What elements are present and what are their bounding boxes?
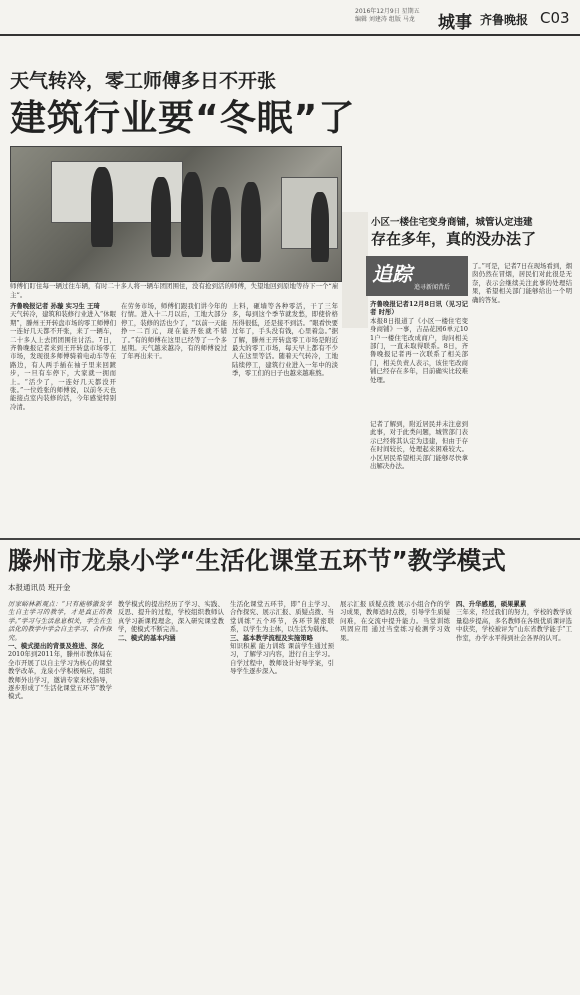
story1-photo (10, 146, 342, 282)
story3-col2: 教学模式的提出经历了学习、实践、反思、提升的过程，学校组织教师认真学习新课程理念，深入研究课堂教学，使模式不断完善。 二、模式的基本内涵 (118, 600, 224, 642)
issue-date: 2016年12月9日 星期五 编辑 刘建涛 组版 马龙 (355, 8, 445, 24)
tracking-stamp: 追踪 追寻新闻背后 (366, 256, 468, 296)
story3-subhead-3: 三、基本教学流程及实施策略 (230, 633, 314, 642)
story3-col4: 展示汇报 质疑点拨 展示小组合作的学习成果，教师适时点拨，引导学生质疑问难，在交流中提升能力。当堂训练 巩固应用 通过当堂练习检测学习效果。 (340, 600, 450, 642)
story1-col2: 在劳务市场，师傅们跟我们讲今年的行情。进入十二月以后，工地大部分停工，装修的活也少了，“以前一天能挣一二百元，现在能开张就不错了。”有的师傅在这里已经等了一个多星期。天气越来越冷，有的师傅说过了年再出来干。 (121, 302, 227, 361)
story3-subhead-2: 二、模式的基本内涵 (118, 633, 176, 642)
story2-kicker: 小区一楼住宅变身商铺，城管认定违建 (371, 217, 533, 228)
page-header (0, 0, 580, 36)
story2-col3: 记者了解到，附近居民并未注意到此事，对于此类问题，城管部门表示已经将其认定为违建，但由于存在时间较长，处理起来困难较大。小区居民希望相关部门能够尽快拿出解决办法。 (370, 420, 468, 471)
story1-caption: 师傅们盯住每一辆过往车辆，有时二十多人将一辆车团团围住，没有抢到活的师傅，失望地回到原地等待下一个“雇主”。 (10, 282, 339, 299)
section-name: 城事 (438, 13, 472, 33)
story2-byline: 齐鲁晚报记者12月8日讯（见习记者 时彤） (370, 300, 468, 317)
story2-headline: 存在多年，真的没办法了 (371, 230, 537, 248)
editors: 编辑 刘建涛 组版 马龙 (355, 16, 415, 23)
building-shape (281, 177, 338, 249)
story3-col3: 生活化课堂五环节，即“自主学习、合作探究、展示汇报、质疑点拨、当堂训练”五个环节，各环节紧密联系，以学生为主体，以生活为载体。 三、基本教学流程及实施策略 知识积累 能力训练 课前学生通过预习，了解学习内容，进行自主学习。自学过程中，教师设计好导学案，引导学生逐步深入。 (230, 600, 334, 676)
story3-lead: 厉家峪林新观点：“只有能够激发学生自主学习的教学，才是真正的教学。”学习与生活息息相关，学生在生活化的教学中学会自主学习、合作探究。 (8, 600, 112, 642)
story1-headline: 建筑行业要“冬眠”了 (10, 98, 356, 139)
story1-byline: 齐鲁晚报记者 孙璇 实习生 王琦 (10, 302, 100, 310)
story3-col1: 厉家峪林新观点：“只有能够激发学生自主学习的教学，才是真正的教学。”学习与生活息息相关，学生在生活化的教学中学会自主学习、合作探究。 一、模式提出的背景及推进、深化 2010年到2011年，滕州市教体局在全市开展了以自主学习为核心的课堂教学改革，龙泉小学积极响应，组织教师外出学习，邀请专家来校指导，逐步形成了“生活化课堂五环节”教学模式。 (8, 600, 112, 701)
story3-subhead-4: 四、升华感恩，硕果累累 (456, 600, 527, 608)
page-number: C03 (540, 9, 570, 27)
section-divider (0, 538, 580, 540)
story3-headline: 滕州市龙泉小学“生活化课堂五环节”教学模式 (8, 546, 506, 575)
story2-col2: 了。”可是，记者7日在现场看到，烟囱仍然在冒烟，居民们对此很是无奈，表示会继续关注此事的处理结果，希望相关部门能够给出一个明确的答复。 (472, 262, 572, 304)
paper-logo: 齐鲁晚报 (480, 13, 529, 27)
story3-byline: 本报通讯员 班开金 (8, 583, 71, 592)
story1-col1: 齐鲁晚报记者 孙璇 实习生 王琦 天气转冷，建筑和装修行业进入“休眠期”，滕州王开转盘市场的零工师傅们一连好几天都不开张，来了一辆车，二十多人上去团团围住讨活。7日，齐鲁晚报记者来到王开转盘市场零工市场，发现很多师傅骑着电动车等在路边，有人两手插在袖子里来回踱步，一旦有车停下，大家就一拥而上。“活少了，一连好几天都没开张。”一位姓张的师傅说，以前冬天也能接点室内装修的活，今年感觉特别冷清。 (10, 302, 116, 411)
story3-subhead-1: 一、模式提出的背景及推进、深化 (8, 642, 104, 651)
story2-col1: 齐鲁晚报记者12月8日讯（见习记者 时彤） 本报8日报道了《小区一楼住宅变身商铺》一事，吉品花园6单元101户一楼住宅改成商户，询问相关部门，一直未取得联系。8日，齐鲁晚报记者再一次联系了相关部门，相关负责人表示，该住宅改商铺已经存在多年，目前确实比较难处理。 (370, 300, 468, 384)
story1-kicker: 天气转冷，零工师傅多日不开张 (10, 70, 277, 92)
story1-col3: 上料，砸墙等各种零活，干了三年多，每到这个季节就发愁，即使价格压得很低，还是接不到活。“眼看快要过年了，手头没有钱，心里着急。”据了解，滕州王开转盘零工市场是附近最大的零工市场，每天早上都有不少人在这里等活。随着天气转冷，工地陆续停工，建筑行业进入一年中的淡季，零工们的日子也越来越难熬。 (232, 302, 338, 378)
story3-col5: 四、升华感恩，硕果累累 三年来，经过我们的努力，学校的教学质量稳步提高，多名教师在各级优质课评选中获奖，学校被评为“山东省教学能手”工作室，办学水平得到社会各界的认可。 (456, 600, 572, 642)
sidebar-strip (342, 212, 368, 328)
